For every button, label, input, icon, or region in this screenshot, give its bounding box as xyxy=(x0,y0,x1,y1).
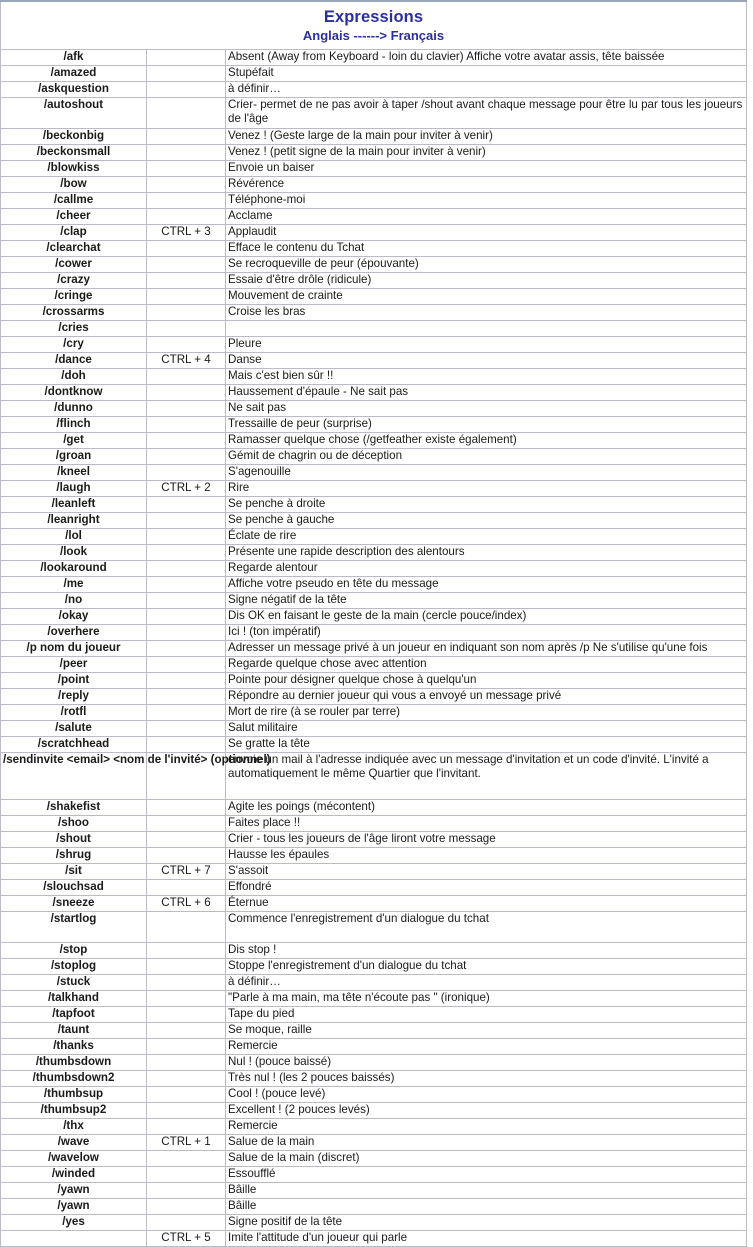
description-cell[interactable]: Venez ! (petit signe de la main pour inviter à venir) xyxy=(226,145,747,161)
description-cell[interactable]: Répondre au dernier joueur qui vous a envoyé un message privé xyxy=(226,689,747,705)
command-cell[interactable]: /lookaround xyxy=(1,561,147,577)
shortcut-cell[interactable] xyxy=(147,82,226,98)
description-cell[interactable]: Présente une rapide description des alentours xyxy=(226,545,747,561)
command-cell[interactable]: /clearchat xyxy=(1,241,147,257)
command-cell[interactable]: /look xyxy=(1,545,147,561)
title-banner-cell xyxy=(1,1,747,50)
description-cell[interactable]: Salut militaire xyxy=(226,721,747,737)
description-cell[interactable]: Absent (Away from Keyboard - loin du clavier) Affiche votre avatar assis, tête baissée xyxy=(226,50,747,66)
description-cell[interactable]: Bâille xyxy=(226,1199,747,1215)
shortcut-cell[interactable] xyxy=(147,98,226,129)
command-cell[interactable]: /stop xyxy=(1,943,147,959)
command-cell[interactable]: /amazed xyxy=(1,66,147,82)
description-cell[interactable]: Se penche à gauche xyxy=(226,513,747,529)
description-cell[interactable]: Efface le contenu du Tchat xyxy=(226,241,747,257)
command-cell[interactable]: /wave xyxy=(1,1135,147,1151)
description-cell[interactable]: Mouvement de crainte xyxy=(226,289,747,305)
shortcut-cell[interactable]: CTRL + 2 xyxy=(147,481,226,497)
table-row xyxy=(1,497,747,513)
description-cell[interactable]: Agite les poings (mécontent) xyxy=(226,800,747,816)
command-cell[interactable]: /yawn xyxy=(1,1199,147,1215)
table-row xyxy=(1,193,747,209)
shortcut-cell[interactable] xyxy=(147,991,226,1007)
command-cell[interactable]: /stuck xyxy=(1,975,147,991)
title-banner-row xyxy=(1,1,747,50)
shortcut-cell[interactable] xyxy=(147,1199,226,1215)
table-row xyxy=(1,1135,747,1151)
shortcut-cell[interactable] xyxy=(147,273,226,289)
command-cell[interactable]: /salute xyxy=(1,721,147,737)
command-cell[interactable] xyxy=(1,1231,147,1247)
shortcut-cell[interactable] xyxy=(147,209,226,225)
shortcut-cell[interactable] xyxy=(147,449,226,465)
table-row xyxy=(1,161,747,177)
description-cell[interactable]: Dis stop ! xyxy=(226,943,747,959)
description-cell[interactable]: Téléphone-moi xyxy=(226,193,747,209)
shortcut-cell[interactable] xyxy=(147,1039,226,1055)
description-cell[interactable]: Hausse les épaules xyxy=(226,848,747,864)
table-row xyxy=(1,1183,747,1199)
description-cell[interactable]: Adresser un message privé à un joueur en indiquant son nom après /p Ne s'utilise qu'une fois xyxy=(226,641,747,657)
table-row xyxy=(1,1023,747,1039)
description-cell[interactable]: Essoufflé xyxy=(226,1167,747,1183)
shortcut-cell[interactable] xyxy=(147,721,226,737)
shortcut-cell[interactable] xyxy=(147,561,226,577)
description-cell[interactable]: à définir… xyxy=(226,975,747,991)
command-cell[interactable]: /thumbsup2 xyxy=(1,1103,147,1119)
shortcut-cell[interactable] xyxy=(147,689,226,705)
table-row xyxy=(1,625,747,641)
description-cell[interactable]: Se gratte la tête xyxy=(226,737,747,753)
command-cell[interactable]: /yes xyxy=(1,1215,147,1231)
table-row xyxy=(1,529,747,545)
command-cell[interactable]: /thumbsup xyxy=(1,1087,147,1103)
command-cell[interactable]: /bow xyxy=(1,177,147,193)
description-cell[interactable]: Excellent ! (2 pouces levés) xyxy=(226,1103,747,1119)
description-cell[interactable]: Se moque, raille xyxy=(226,1023,747,1039)
shortcut-cell[interactable] xyxy=(147,545,226,561)
command-cell[interactable]: /dunno xyxy=(1,401,147,417)
shortcut-cell[interactable] xyxy=(147,912,226,943)
command-cell[interactable]: /askquestion xyxy=(1,82,147,98)
command-cell[interactable]: /overhere xyxy=(1,625,147,641)
shortcut-cell[interactable] xyxy=(147,959,226,975)
shortcut-cell[interactable] xyxy=(147,305,226,321)
command-cell[interactable]: /tapfoot xyxy=(1,1007,147,1023)
shortcut-cell[interactable] xyxy=(147,433,226,449)
description-cell[interactable]: Applaudit xyxy=(226,225,747,241)
command-cell[interactable]: /autoshout xyxy=(1,98,147,129)
command-cell[interactable]: /thumbsdown xyxy=(1,1055,147,1071)
table-row xyxy=(1,943,747,959)
command-cell[interactable]: /cower xyxy=(1,257,147,273)
description-cell[interactable]: Éternue xyxy=(226,896,747,912)
table-row xyxy=(1,816,747,832)
shortcut-cell[interactable] xyxy=(147,800,226,816)
command-cell[interactable]: /afk xyxy=(1,50,147,66)
table-row xyxy=(1,641,747,657)
command-cell[interactable]: /cry xyxy=(1,337,147,353)
command-cell[interactable]: /thanks xyxy=(1,1039,147,1055)
description-cell[interactable]: à définir… xyxy=(226,82,747,98)
command-cell[interactable]: /sneeze xyxy=(1,896,147,912)
shortcut-cell[interactable]: CTRL + 4 xyxy=(147,353,226,369)
command-cell[interactable]: /startlog xyxy=(1,912,147,943)
description-cell[interactable]: Acclame xyxy=(226,209,747,225)
table-row xyxy=(1,959,747,975)
command-cell[interactable]: /beckonbig xyxy=(1,129,147,145)
description-cell[interactable]: Salue de la main xyxy=(226,1135,747,1151)
shortcut-cell[interactable] xyxy=(147,465,226,481)
description-cell[interactable]: Tressaille de peur (surprise) xyxy=(226,417,747,433)
shortcut-cell[interactable] xyxy=(147,1023,226,1039)
description-cell[interactable]: Affiche votre pseudo en tête du message xyxy=(226,577,747,593)
shortcut-cell[interactable] xyxy=(147,705,226,721)
command-cell[interactable]: /lol xyxy=(1,529,147,545)
command-cell[interactable]: /thumbsdown2 xyxy=(1,1071,147,1087)
command-cell[interactable]: /reply xyxy=(1,689,147,705)
command-cell[interactable]: /p nom du joueur xyxy=(1,641,147,657)
table-row xyxy=(1,657,747,673)
shortcut-cell[interactable]: CTRL + 5 xyxy=(147,1231,226,1247)
table-row xyxy=(1,1087,747,1103)
shortcut-cell[interactable] xyxy=(147,1071,226,1087)
shortcut-cell[interactable] xyxy=(147,609,226,625)
shortcut-cell[interactable] xyxy=(147,289,226,305)
description-cell[interactable]: Pleure xyxy=(226,337,747,353)
command-cell[interactable]: /scratchhead xyxy=(1,737,147,753)
shortcut-cell[interactable] xyxy=(147,816,226,832)
shortcut-cell[interactable] xyxy=(147,1151,226,1167)
command-cell[interactable]: /shrug xyxy=(1,848,147,864)
command-cell[interactable]: /kneel xyxy=(1,465,147,481)
table-row xyxy=(1,864,747,880)
page-subtitle: Anglais ------> Français xyxy=(302,28,445,43)
shortcut-cell[interactable]: CTRL + 6 xyxy=(147,896,226,912)
table-row xyxy=(1,880,747,896)
shortcut-cell[interactable]: CTRL + 7 xyxy=(147,864,226,880)
command-cell[interactable]: /doh xyxy=(1,369,147,385)
table-body xyxy=(1,1,747,1247)
description-cell[interactable]: Ici ! (ton impératif) xyxy=(226,625,747,641)
shortcut-cell[interactable] xyxy=(147,1167,226,1183)
table-row xyxy=(1,465,747,481)
shortcut-cell[interactable] xyxy=(147,161,226,177)
shortcut-cell[interactable] xyxy=(147,625,226,641)
table-row xyxy=(1,1103,747,1119)
description-cell[interactable]: envoie un mail à l'adresse indiquée avec un message d'invitation et un code d'invité. L'invité a automatiquement le même Quartier que l'invitant. xyxy=(226,753,747,800)
description-cell[interactable]: Regarde quelque chose avec attention xyxy=(226,657,747,673)
table-row xyxy=(1,1167,747,1183)
table-row xyxy=(1,593,747,609)
table-row xyxy=(1,912,747,943)
description-cell[interactable]: Faites place !! xyxy=(226,816,747,832)
description-cell[interactable]: Mort de rire (à se rouler par terre) xyxy=(226,705,747,721)
table-row xyxy=(1,800,747,816)
shortcut-cell[interactable] xyxy=(147,832,226,848)
shortcut-cell[interactable] xyxy=(147,145,226,161)
shortcut-cell[interactable] xyxy=(147,193,226,209)
table-row xyxy=(1,975,747,991)
table-row xyxy=(1,82,747,98)
description-cell[interactable]: Rire xyxy=(226,481,747,497)
table-row xyxy=(1,1215,747,1231)
command-cell[interactable]: /wavelow xyxy=(1,1151,147,1167)
table-row xyxy=(1,1039,747,1055)
table-row xyxy=(1,689,747,705)
command-cell[interactable]: /cringe xyxy=(1,289,147,305)
description-cell[interactable]: S'assoit xyxy=(226,864,747,880)
command-cell[interactable]: /callme xyxy=(1,193,147,209)
table-row xyxy=(1,305,747,321)
shortcut-cell[interactable] xyxy=(147,337,226,353)
command-cell[interactable]: /clap xyxy=(1,225,147,241)
command-cell[interactable]: /stoplog xyxy=(1,959,147,975)
command-cell[interactable]: /leanright xyxy=(1,513,147,529)
shortcut-cell[interactable] xyxy=(147,241,226,257)
table-row xyxy=(1,561,747,577)
shortcut-cell[interactable] xyxy=(147,1103,226,1119)
table-row xyxy=(1,273,747,289)
command-cell[interactable]: /crossarms xyxy=(1,305,147,321)
shortcut-cell[interactable] xyxy=(147,657,226,673)
table-row xyxy=(1,737,747,753)
description-cell[interactable]: Croise les bras xyxy=(226,305,747,321)
table-row xyxy=(1,1199,747,1215)
shortcut-cell[interactable] xyxy=(147,1183,226,1199)
table-row xyxy=(1,385,747,401)
command-cell[interactable]: /sit xyxy=(1,864,147,880)
shortcut-cell[interactable] xyxy=(147,497,226,513)
command-cell[interactable]: /shakefist xyxy=(1,800,147,816)
description-cell[interactable]: Signe négatif de la tête xyxy=(226,593,747,609)
table-row xyxy=(1,848,747,864)
table-row xyxy=(1,832,747,848)
description-cell[interactable]: Éclate de rire xyxy=(226,529,747,545)
shortcut-cell[interactable] xyxy=(147,880,226,896)
shortcut-cell[interactable] xyxy=(147,417,226,433)
table-row xyxy=(1,369,747,385)
command-cell[interactable]: /yawn xyxy=(1,1183,147,1199)
description-cell[interactable]: Salue de la main (discret) xyxy=(226,1151,747,1167)
shortcut-cell[interactable] xyxy=(147,529,226,545)
command-cell[interactable]: /leanleft xyxy=(1,497,147,513)
command-cell[interactable]: /dance xyxy=(1,353,147,369)
description-cell[interactable]: Imite l'attitude d'un joueur qui parle xyxy=(226,1231,747,1247)
command-cell[interactable]: /groan xyxy=(1,449,147,465)
description-cell[interactable]: Effondré xyxy=(226,880,747,896)
table-row xyxy=(1,145,747,161)
table-row xyxy=(1,209,747,225)
shortcut-cell[interactable] xyxy=(147,1087,226,1103)
description-cell[interactable]: Pointe pour désigner quelque chose à quelqu'un xyxy=(226,673,747,689)
table-row xyxy=(1,337,747,353)
shortcut-cell[interactable] xyxy=(147,50,226,66)
description-cell[interactable]: Commence l'enregistrement d'un dialogue du tchat xyxy=(226,912,747,943)
command-cell[interactable]: /get xyxy=(1,433,147,449)
description-cell[interactable]: Remercie xyxy=(226,1119,747,1135)
table-row xyxy=(1,1055,747,1071)
shortcut-cell[interactable] xyxy=(147,577,226,593)
description-cell[interactable]: Danse xyxy=(226,353,747,369)
description-cell[interactable]: Gémit de chagrin ou de déception xyxy=(226,449,747,465)
description-cell[interactable]: Essaie d'être drôle (ridicule) xyxy=(226,273,747,289)
shortcut-cell[interactable] xyxy=(147,177,226,193)
table-row xyxy=(1,673,747,689)
description-cell[interactable]: Bâille xyxy=(226,1183,747,1199)
command-cell[interactable]: /beckonsmall xyxy=(1,145,147,161)
description-cell[interactable]: Stupéfait xyxy=(226,66,747,82)
description-cell[interactable]: Stoppe l'enregistrement d'un dialogue du tchat xyxy=(226,959,747,975)
command-cell[interactable]: /taunt xyxy=(1,1023,147,1039)
table-row xyxy=(1,705,747,721)
table-row xyxy=(1,1071,747,1087)
table-row xyxy=(1,1119,747,1135)
table-row xyxy=(1,753,747,800)
description-cell[interactable]: Ramasser quelque chose (/getfeather existe également) xyxy=(226,433,747,449)
description-cell[interactable]: S'agenouille xyxy=(226,465,747,481)
description-cell[interactable]: Ne sait pas xyxy=(226,401,747,417)
description-cell[interactable]: Venez ! (Geste large de la main pour inviter à venir) xyxy=(226,129,747,145)
shortcut-cell[interactable] xyxy=(147,1055,226,1071)
shortcut-cell[interactable] xyxy=(147,66,226,82)
command-cell[interactable]: /no xyxy=(1,593,147,609)
shortcut-cell[interactable] xyxy=(147,321,226,337)
description-cell[interactable]: Cool ! (pouce levé) xyxy=(226,1087,747,1103)
table-row xyxy=(1,1007,747,1023)
shortcut-cell[interactable] xyxy=(147,593,226,609)
table-row xyxy=(1,433,747,449)
table-row xyxy=(1,449,747,465)
shortcut-cell[interactable] xyxy=(147,385,226,401)
table-row xyxy=(1,481,747,497)
table-row xyxy=(1,257,747,273)
description-cell[interactable]: Se penche à droite xyxy=(226,497,747,513)
description-cell[interactable]: Regarde alentour xyxy=(226,561,747,577)
table-row xyxy=(1,577,747,593)
command-cell[interactable]: /okay xyxy=(1,609,147,625)
command-cell[interactable]: /point xyxy=(1,673,147,689)
command-cell[interactable]: /talkhand xyxy=(1,991,147,1007)
shortcut-cell[interactable] xyxy=(147,513,226,529)
table-row xyxy=(1,991,747,1007)
table-row xyxy=(1,721,747,737)
description-cell[interactable]: Crier- permet de ne pas avoir à taper /shout avant chaque message pour être lu par tous les joueurs de l'âge xyxy=(226,98,747,129)
command-cell[interactable]: /laugh xyxy=(1,481,147,497)
description-cell[interactable]: Nul ! (pouce baissé) xyxy=(226,1055,747,1071)
command-cell[interactable]: /cries xyxy=(1,321,147,337)
description-cell[interactable]: Tape du pied xyxy=(226,1007,747,1023)
description-cell[interactable] xyxy=(226,321,747,337)
table-row xyxy=(1,129,747,145)
table-row xyxy=(1,66,747,82)
shortcut-cell[interactable] xyxy=(147,401,226,417)
table-row xyxy=(1,417,747,433)
table-row xyxy=(1,321,747,337)
shortcut-cell[interactable] xyxy=(147,848,226,864)
command-cell[interactable]: /me xyxy=(1,577,147,593)
command-cell[interactable]: /thx xyxy=(1,1119,147,1135)
table-row xyxy=(1,609,747,625)
table-row xyxy=(1,50,747,66)
table-row xyxy=(1,98,747,129)
command-cell[interactable]: /rotfl xyxy=(1,705,147,721)
command-cell[interactable]: /winded xyxy=(1,1167,147,1183)
command-cell[interactable]: /shoo xyxy=(1,816,147,832)
command-cell[interactable]: /cheer xyxy=(1,209,147,225)
description-cell[interactable]: Dis OK en faisant le geste de la main (cercle pouce/index) xyxy=(226,609,747,625)
shortcut-cell[interactable] xyxy=(147,641,226,657)
command-cell[interactable]: /dontknow xyxy=(1,385,147,401)
shortcut-cell[interactable] xyxy=(147,1007,226,1023)
description-cell[interactable]: Crier - tous les joueurs de l'âge liront votre message xyxy=(226,832,747,848)
command-cell[interactable]: /flinch xyxy=(1,417,147,433)
table-row xyxy=(1,177,747,193)
description-cell[interactable]: Mais c'est bien sûr !! xyxy=(226,369,747,385)
command-cell[interactable]: /crazy xyxy=(1,273,147,289)
shortcut-cell[interactable] xyxy=(147,975,226,991)
table-row xyxy=(1,241,747,257)
description-cell[interactable]: Remercie xyxy=(226,1039,747,1055)
description-cell[interactable]: Signe positif de la tête xyxy=(226,1215,747,1231)
table-row xyxy=(1,353,747,369)
shortcut-cell[interactable]: CTRL + 3 xyxy=(147,225,226,241)
description-cell[interactable]: "Parle à ma main, ma tête n'écoute pas " (ironique) xyxy=(226,991,747,1007)
description-cell[interactable]: Révérence xyxy=(226,177,747,193)
command-cell[interactable]: /slouchsad xyxy=(1,880,147,896)
shortcut-cell[interactable] xyxy=(147,129,226,145)
command-cell[interactable]: /peer xyxy=(1,657,147,673)
shortcut-cell[interactable] xyxy=(147,673,226,689)
description-cell[interactable]: Très nul ! (les 2 pouces baissés) xyxy=(226,1071,747,1087)
shortcut-cell[interactable] xyxy=(147,369,226,385)
command-cell[interactable]: /sendinvite <email> <nom de l'invité> (optionnel) xyxy=(1,753,147,800)
table-row xyxy=(1,401,747,417)
page-title: Expressions xyxy=(323,8,424,26)
table-row xyxy=(1,289,747,305)
table-row xyxy=(1,225,747,241)
table-row xyxy=(1,1151,747,1167)
command-cell[interactable]: /blowkiss xyxy=(1,161,147,177)
shortcut-cell[interactable] xyxy=(147,1215,226,1231)
table-row xyxy=(1,896,747,912)
description-cell[interactable]: Haussement d'épaule - Ne sait pas xyxy=(226,385,747,401)
table-row xyxy=(1,545,747,561)
shortcut-cell[interactable] xyxy=(147,943,226,959)
shortcut-cell[interactable] xyxy=(147,257,226,273)
shortcut-cell[interactable] xyxy=(147,1119,226,1135)
shortcut-cell[interactable]: CTRL + 1 xyxy=(147,1135,226,1151)
description-cell[interactable]: Envoie un baiser xyxy=(226,161,747,177)
description-cell[interactable]: Se recroqueville de peur (épouvante) xyxy=(226,257,747,273)
command-cell[interactable]: /shout xyxy=(1,832,147,848)
table-row xyxy=(1,513,747,529)
table-row xyxy=(1,1231,747,1247)
shortcut-cell[interactable] xyxy=(147,737,226,753)
